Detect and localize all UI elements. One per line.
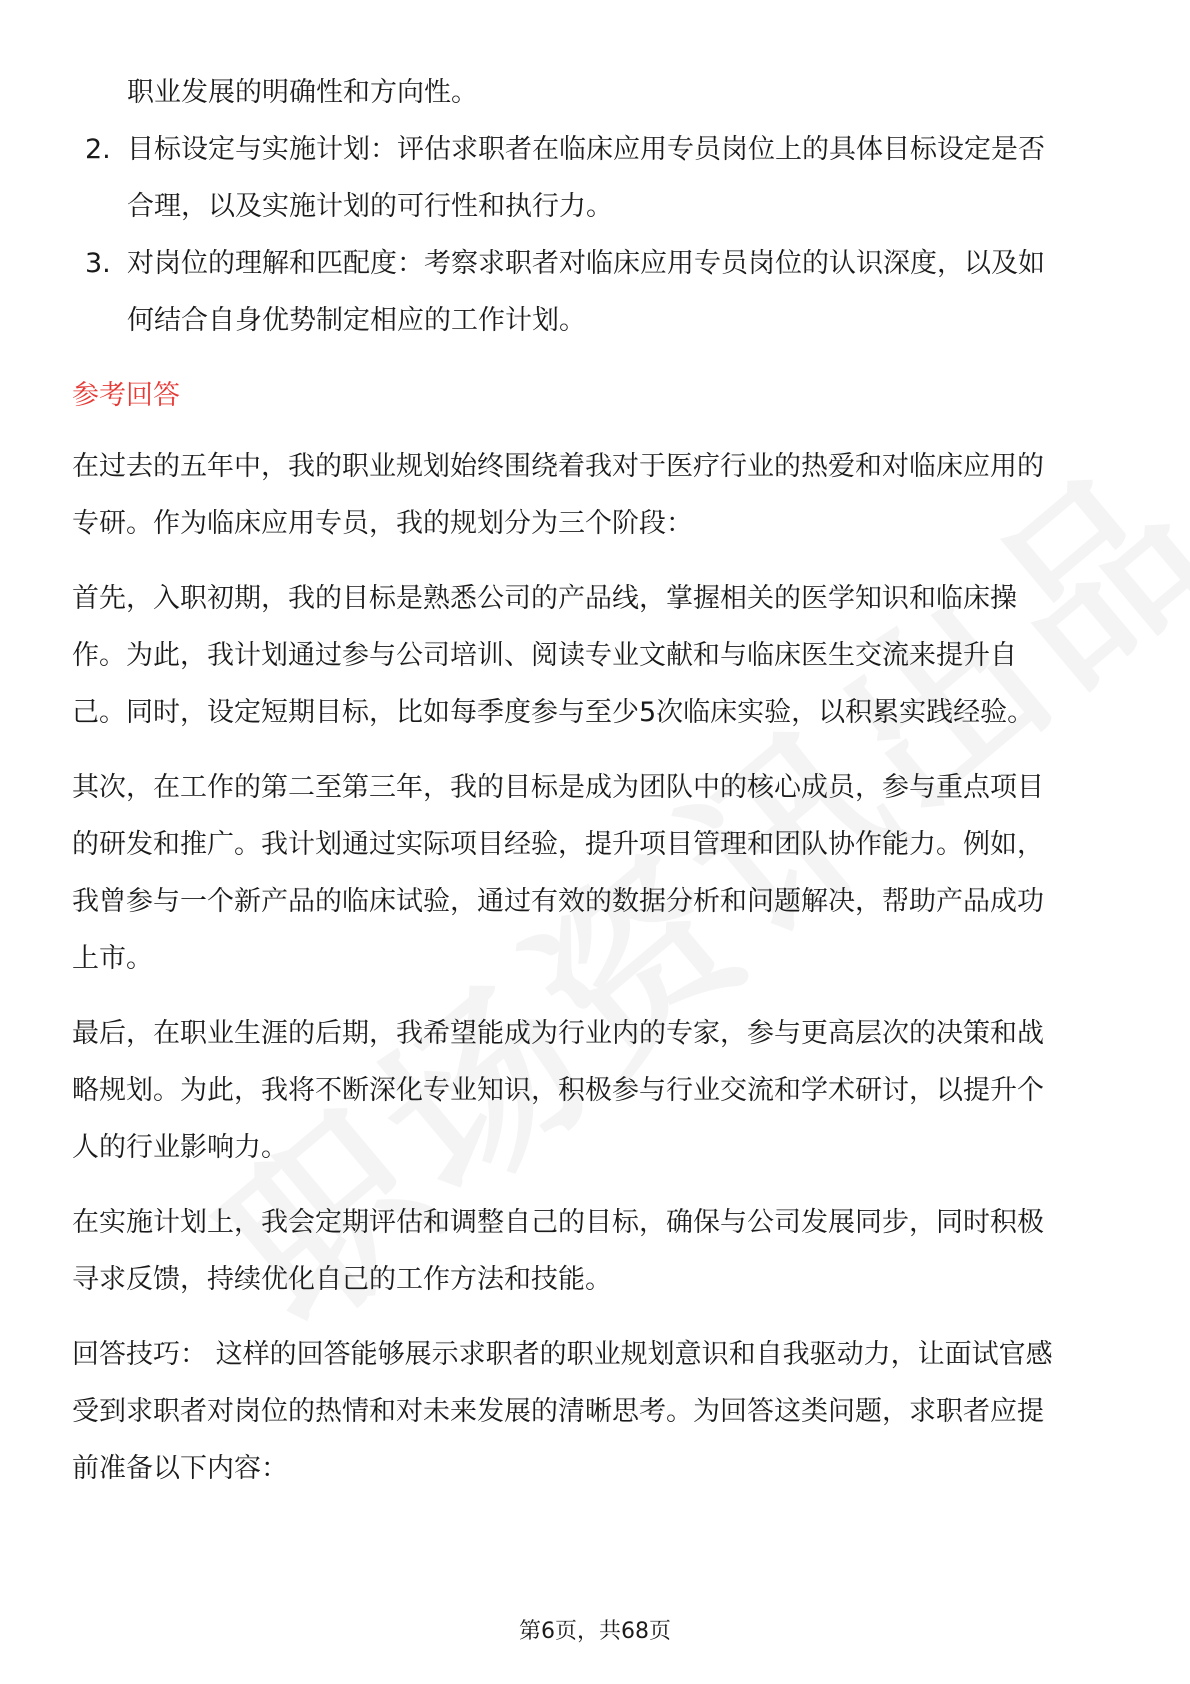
paragraph-line: 我曾参与一个新产品的临床试验，通过有效的数据分析和问题解决，帮助产品成功 xyxy=(72,886,1044,917)
list-item-2 xyxy=(72,121,1118,235)
paragraph-line: 在过去的五年中，我的职业规划始终围绕着我对于医疗行业的热爱和对临床应用的 xyxy=(72,451,1044,482)
section-heading: 参考回答 xyxy=(72,380,180,411)
paragraph-line: 回答技巧： 这样的回答能够展示求职者的职业规划意识和自我驱动力，让面试官感 xyxy=(72,1339,1053,1370)
paragraph-line: 寻求反馈，持续优化自己的工作方法和技能。 xyxy=(72,1264,612,1295)
paragraph-last xyxy=(72,1005,1118,1176)
page-number: 第6页，共68页 xyxy=(519,1619,671,1644)
paragraph-line: 作。为此，我计划通过参与公司培训、阅读专业文献和与临床医生交流来提升自 xyxy=(72,640,1017,671)
list-line: 何结合自身优势制定相应的工作计划。 xyxy=(127,305,586,336)
paragraph-line: 己。同时，设定短期目标，比如每季度参与至少5次临床实验，以积累实践经验。 xyxy=(72,697,1035,728)
paragraph-line: 其次，在工作的第二至第三年，我的目标是成为团队中的核心成员，参与重点项目 xyxy=(72,772,1044,803)
paragraph-line: 在实施计划上，我会定期评估和调整自己的目标，确保与公司发展同步，同时积极 xyxy=(72,1207,1044,1238)
paragraph-intro xyxy=(72,438,1118,552)
paragraph-line: 的研发和推广。我计划通过实际项目经验，提升项目管理和团队协作能力。例如， xyxy=(72,829,1044,860)
paragraph-second xyxy=(72,759,1118,987)
list-number: 3. xyxy=(85,248,111,279)
list-line: 对岗位的理解和匹配度：考察求职者对临床应用专员岗位的认识深度，以及如 xyxy=(127,248,1045,279)
paragraph-line: 上市。 xyxy=(72,943,153,974)
paragraph-line: 首先，入职初期，我的目标是熟悉公司的产品线，掌握相关的医学知识和临床操 xyxy=(72,583,1017,614)
numbered-list xyxy=(72,121,1118,349)
paragraph-implementation xyxy=(72,1194,1118,1308)
intro-continuation: 职业发展的明确性和方向性。 xyxy=(127,77,478,108)
paragraph-tips xyxy=(72,1326,1118,1497)
paragraph-line: 专研。作为临床应用专员，我的规划分为三个阶段： xyxy=(72,508,693,539)
paragraph-line: 略规划。为此，我将不断深化专业知识，积极参与行业交流和学术研讨，以提升个 xyxy=(72,1075,1044,1106)
list-line: 目标设定与实施计划：评估求职者在临床应用专员岗位上的具体目标设定是否 xyxy=(127,134,1045,165)
list-line: 合理，以及实施计划的可行性和执行力。 xyxy=(127,191,613,222)
paragraph-line: 前准备以下内容： xyxy=(72,1453,288,1484)
paragraph-first xyxy=(72,570,1118,741)
document-body xyxy=(72,64,1118,1515)
list-item-3 xyxy=(72,235,1118,349)
paragraph-line: 受到求职者对岗位的热情和对未来发展的清晰思考。为回答这类问题，求职者应提 xyxy=(72,1396,1044,1427)
list-number: 2. xyxy=(85,134,111,165)
paragraph-line: 最后，在职业生涯的后期，我希望能成为行业内的专家，参与更高层次的决策和战 xyxy=(72,1018,1044,1049)
paragraph-line: 人的行业影响力。 xyxy=(72,1132,288,1163)
